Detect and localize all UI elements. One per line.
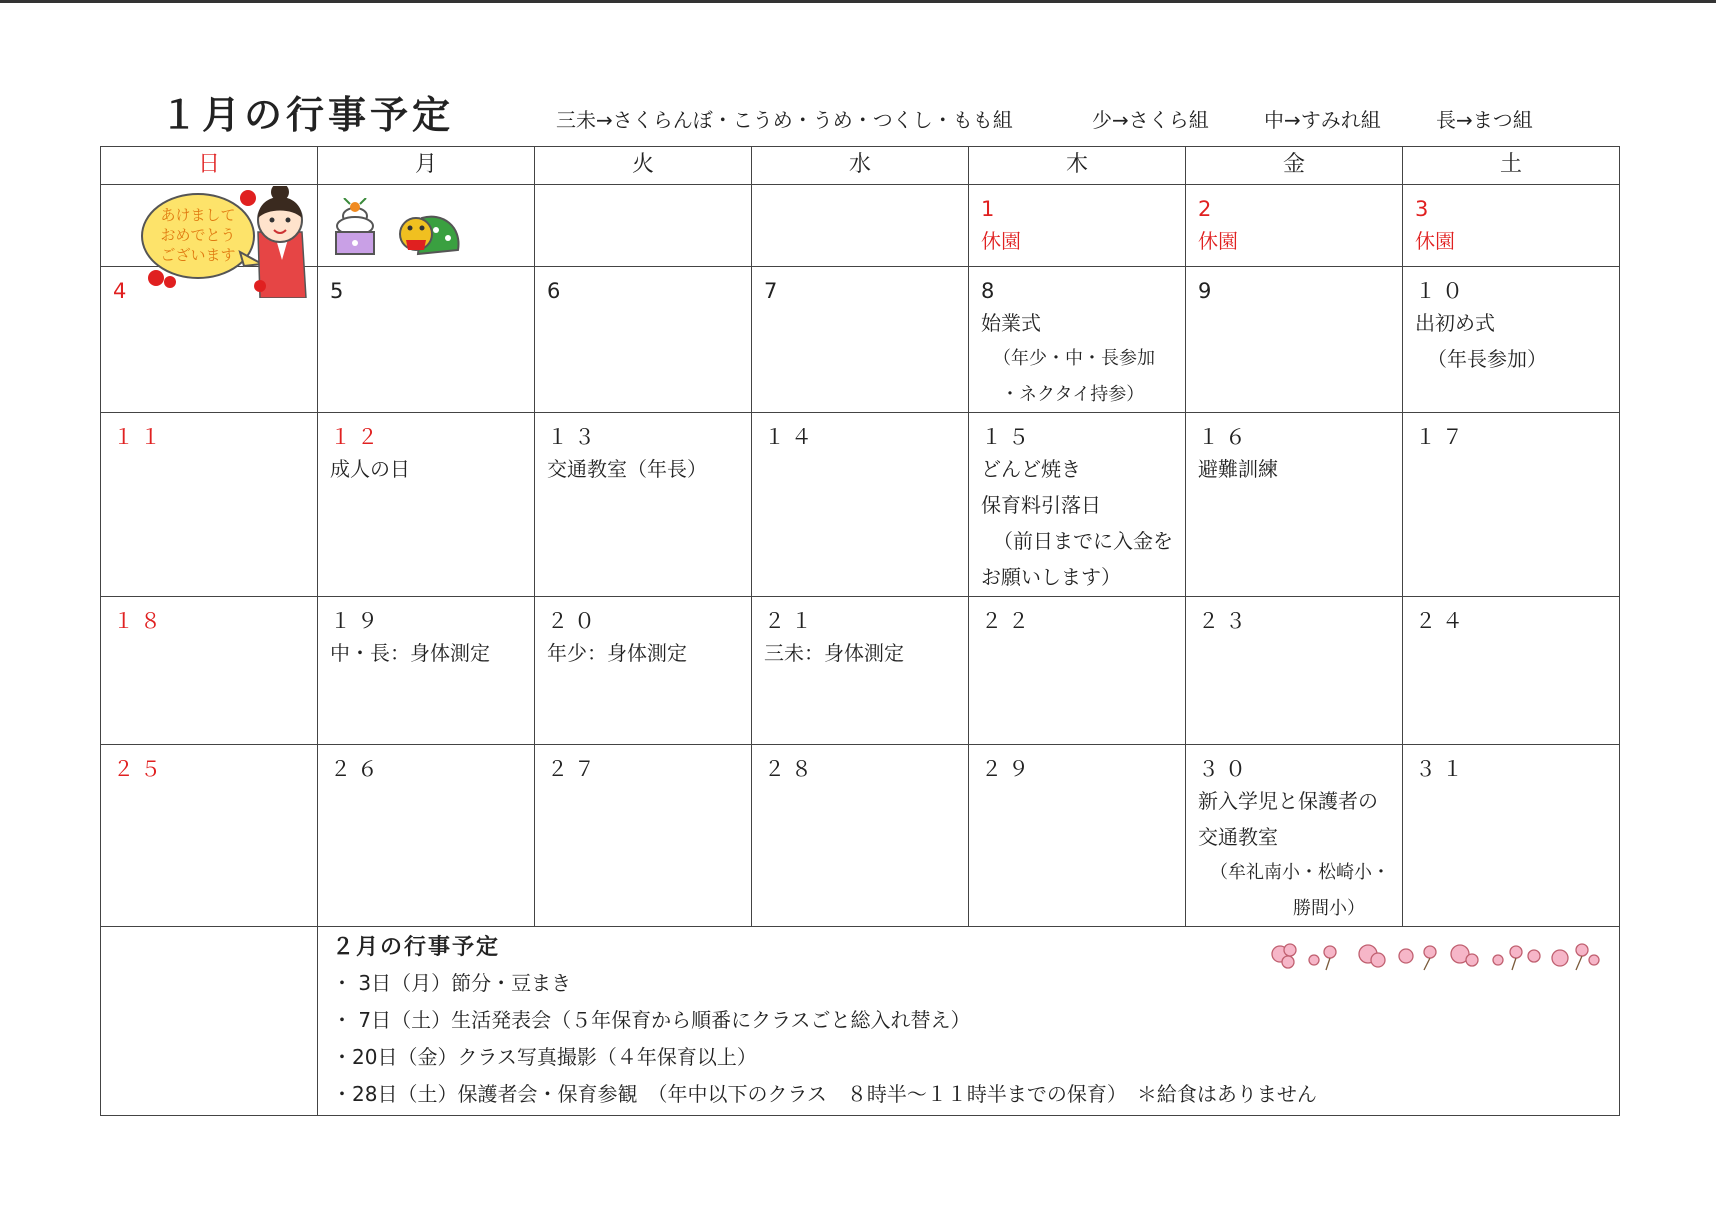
day-number: 4 — [113, 279, 133, 303]
calendar-day-cell — [1403, 267, 1620, 413]
weekday-header-wed: 水 — [752, 147, 969, 185]
day-number: ３１ — [1415, 757, 1469, 781]
event-text: 三未：身体測定 — [764, 641, 904, 665]
event-text: 避難訓練 — [1198, 457, 1278, 481]
calendar-day-cell — [1186, 413, 1403, 597]
day-number: ２８ — [764, 757, 818, 781]
calendar-day-cell — [1186, 267, 1403, 413]
event-text: 交通教室（年長） — [547, 457, 707, 481]
calendar-day-cell — [535, 745, 752, 927]
page-title: １月の行事予定 — [160, 93, 455, 137]
calendar-day-cell — [752, 597, 969, 745]
day-number: １５ — [981, 425, 1035, 449]
calendar-day-cell — [752, 185, 969, 267]
plum-blossom-decoration — [1264, 936, 1604, 974]
weekday-header-tue: 火 — [535, 147, 752, 185]
event-text: 始業式 — [981, 311, 1041, 335]
calendar-day-cell — [1403, 413, 1620, 597]
calendar-day-cell — [535, 185, 752, 267]
kagami-mochi-icon — [330, 198, 380, 256]
event-text: 年少：身体測定 — [547, 641, 687, 665]
calendar-day-cell — [101, 597, 318, 745]
legend-item-cho: 長→まつ組 — [1436, 108, 1533, 132]
event-text: 休園 — [981, 229, 1021, 253]
event-text: どんど焼き — [981, 457, 1081, 481]
day-number: ３０ — [1198, 757, 1252, 781]
day-number: ２７ — [547, 757, 601, 781]
event-text: 勝間小） — [1293, 898, 1365, 919]
calendar-day-cell — [101, 413, 318, 597]
event-text: 休園 — [1198, 229, 1238, 253]
event-text: （年少・中・長参加 — [993, 348, 1155, 369]
calendar-day-cell — [535, 267, 752, 413]
day-number: １０ — [1415, 279, 1469, 303]
weekday-header-sun: 日 — [101, 147, 318, 185]
event-text: 新入学児と保護者の — [1198, 789, 1378, 813]
calendar-day-cell — [1186, 597, 1403, 745]
event-text: 交通教室 — [1198, 825, 1278, 849]
event-text: 中・長：身体測定 — [330, 641, 490, 665]
calendar-day-cell — [535, 597, 752, 745]
calendar-day-cell — [752, 745, 969, 927]
day-number: 3 — [1415, 197, 1435, 221]
event-text: 成人の日 — [330, 457, 410, 481]
day-number: 8 — [981, 279, 1001, 303]
day-number: １１ — [113, 425, 167, 449]
calendar-day-cell — [969, 185, 1186, 267]
day-number: ２５ — [113, 757, 167, 781]
day-number: ２９ — [981, 757, 1035, 781]
calendar-day-cell — [318, 413, 535, 597]
weekday-header-fri: 金 — [1186, 147, 1403, 185]
calendar-day-cell — [1186, 745, 1403, 927]
calendar-day-cell — [318, 745, 535, 927]
calendar-day-cell — [969, 267, 1186, 413]
february-item: ・28日（土）保護者会・保育参観 （年中以下のクラス ８時半～１１時半までの保育） ＊給食はありません — [332, 1082, 1317, 1106]
day-number: １８ — [113, 609, 167, 633]
calendar-day-cell — [1403, 745, 1620, 927]
calendar-day-cell — [318, 597, 535, 745]
legend-item-sho: 少→さくら組 — [1092, 108, 1209, 132]
weekday-header-mon: 月 — [318, 147, 535, 185]
calendar-day-cell — [752, 413, 969, 597]
legend-item-chu: 中→すみれ組 — [1264, 108, 1381, 132]
february-title: ２月の行事予定 — [332, 935, 501, 960]
day-number: 1 — [981, 197, 1001, 221]
calendar-day-cell — [969, 745, 1186, 927]
day-number: １４ — [764, 425, 818, 449]
day-number: １７ — [1415, 425, 1469, 449]
event-text: ・ネクタイ持参） — [1001, 384, 1145, 405]
event-text: 出初め式 — [1415, 311, 1495, 335]
day-number: 7 — [764, 279, 784, 303]
calendar-day-cell — [318, 267, 535, 413]
february-item: ・ 7日（土）生活発表会（５年保育から順番にクラスごと総入れ替え） — [332, 1008, 971, 1032]
event-text: お願いします） — [981, 565, 1121, 589]
day-number: １２ — [330, 425, 384, 449]
svg-text:ございます: ございます — [160, 246, 236, 264]
day-number: １９ — [330, 609, 384, 633]
scan-edge — [0, 0, 1716, 3]
svg-text:おめでとう: おめでとう — [160, 226, 236, 244]
weekday-header-sat: 土 — [1403, 147, 1620, 185]
day-number: １３ — [547, 425, 601, 449]
day-number: 5 — [330, 279, 350, 303]
day-number: 9 — [1198, 279, 1218, 303]
calendar-day-cell — [1403, 597, 1620, 745]
event-text: （牟礼南小・松崎小・ — [1210, 862, 1390, 883]
calendar-day-cell — [1186, 185, 1403, 267]
day-number: １６ — [1198, 425, 1252, 449]
notes-empty-cell — [101, 927, 318, 1116]
event-text: 保育料引落日 — [981, 493, 1101, 517]
calendar-day-cell — [752, 267, 969, 413]
day-number: ２３ — [1198, 609, 1252, 633]
day-number: ２６ — [330, 757, 384, 781]
february-item: ・ 3日（月）節分・豆まき — [332, 971, 572, 995]
february-item: ・20日（金）クラス写真撮影（４年保育以上） — [332, 1045, 757, 1069]
calendar-day-cell — [969, 413, 1186, 597]
day-number: 2 — [1198, 197, 1218, 221]
svg-text:あけまして: あけまして — [160, 206, 236, 224]
calendar-day-cell — [535, 413, 752, 597]
event-text: （年長参加） — [1427, 347, 1547, 371]
day-number: 6 — [547, 279, 567, 303]
greeting-girl-illustration — [140, 186, 312, 298]
event-text: 休園 — [1415, 229, 1455, 253]
day-number: ２０ — [547, 609, 601, 633]
day-number: ２２ — [981, 609, 1035, 633]
event-text: （前日までに入金を — [993, 529, 1173, 553]
weekday-header-thu: 木 — [969, 147, 1186, 185]
shishimai-lion-icon — [398, 210, 462, 260]
calendar-day-cell — [969, 597, 1186, 745]
calendar-day-cell — [1403, 185, 1620, 267]
day-number: ２４ — [1415, 609, 1469, 633]
legend-item-sanmi: 三未→さくらんぼ・こうめ・うめ・つくし・もも組 — [556, 108, 1013, 132]
day-number: ２１ — [764, 609, 818, 633]
calendar-day-cell — [101, 745, 318, 927]
